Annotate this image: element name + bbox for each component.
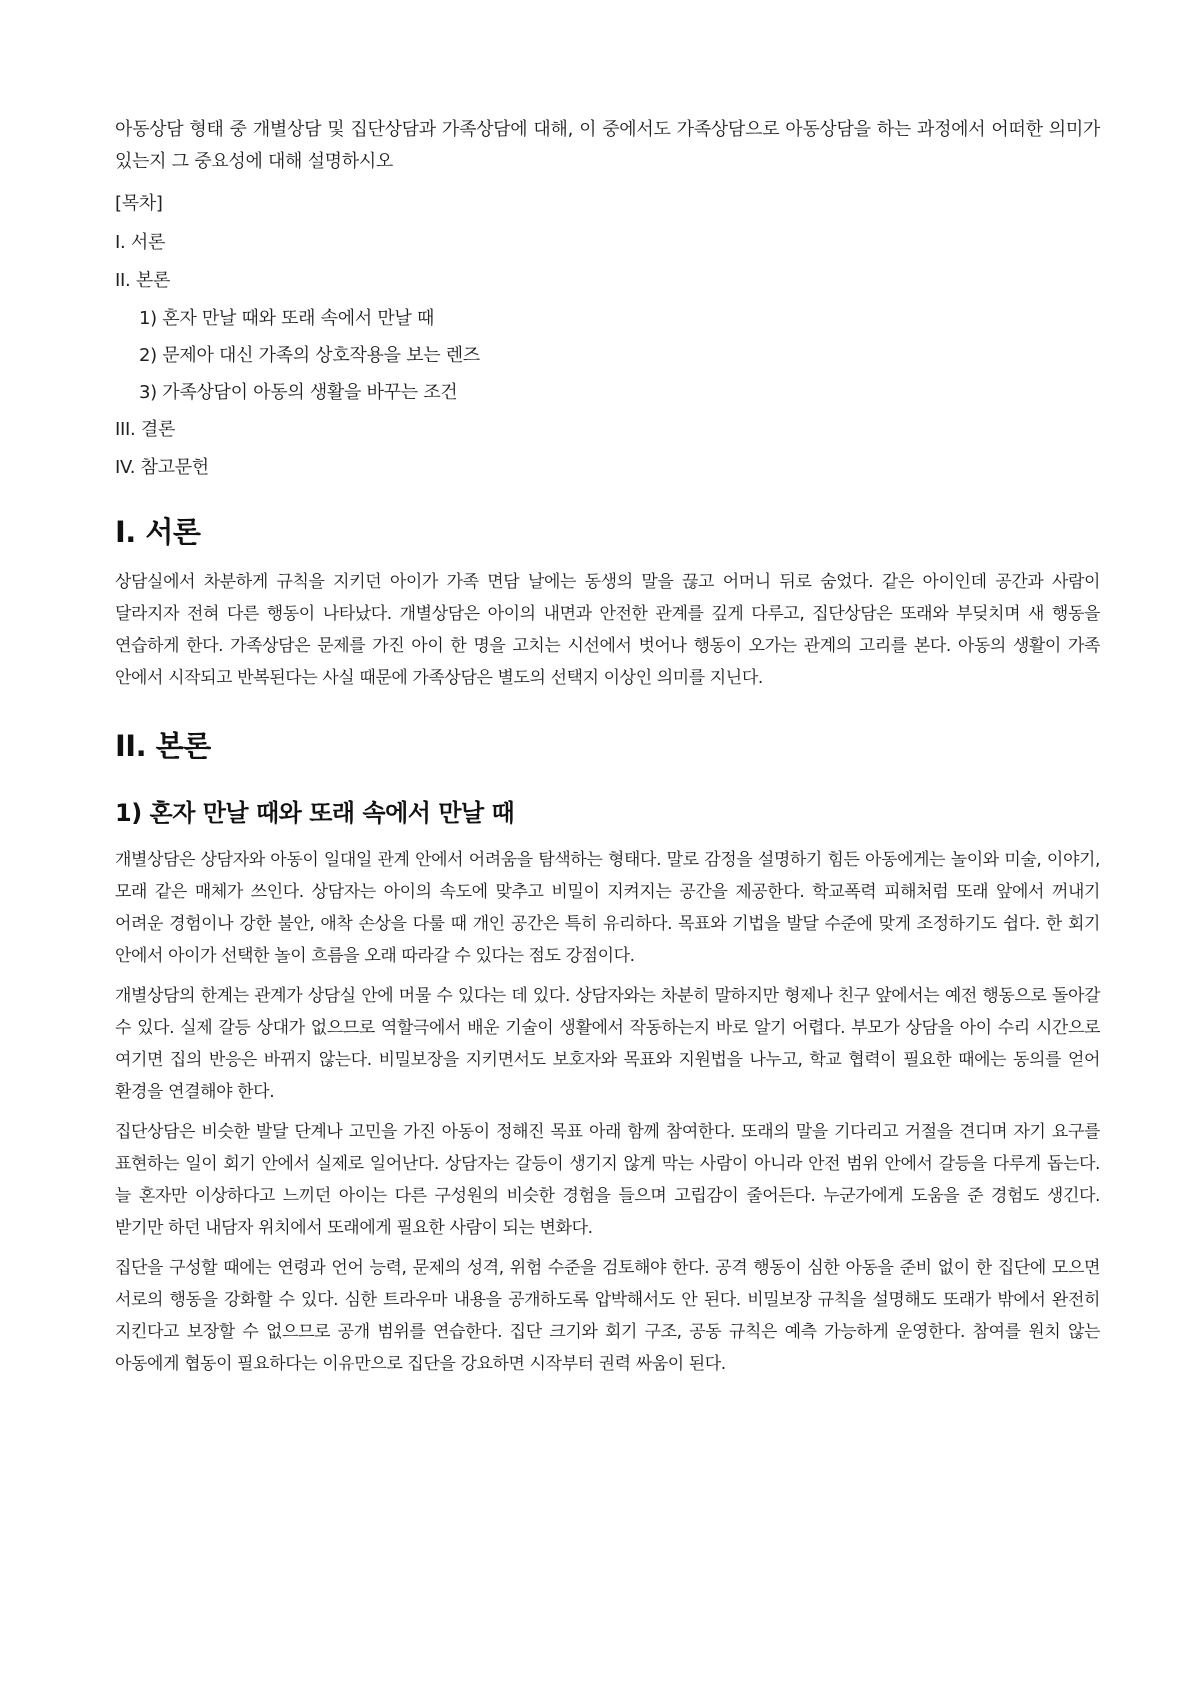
toc-title: [목차]	[115, 193, 163, 214]
toc-item-body-3: 3) 가족상담이 아동의 생활을 바꾸는 조건	[139, 382, 458, 403]
toc-item-body-2: 2) 문제아 대신 가족의 상호작용을 보는 렌즈	[139, 345, 480, 366]
assignment-prompt: 아동상담 형태 중 개별상담 및 집단상담과 가족상담에 대해, 이 중에서도 가족상담으로 아동상담을 하는 과정에서 어떠한 의미가 있는지 그 중요성에 대해 설명하시오	[115, 119, 1100, 172]
body-paragraph: 개별상담의 한계는 관계가 상담실 안에 머물 수 있다는 데 있다. 상담자와는 차분히 말하지만 형제나 친구 앞에서는 예전 행동으로 돌아갈 수 있다. 실제 갈등 상대가 없으므로 역할극에서 배운 기술이 생활에서 작동하는지 바로 알기 어렵다. 부모가 상담을 아이 수리 시간으로 여기면 집의 반응은 바뀌지 않는다. 비밀보장을 지키면서도 보호자와 목표와 지원법을 나누고, 학교 협력이 필요한 때에는 동의를 얻어 환경을 연결해야 한다.	[115, 986, 1100, 1102]
toc-item-body: II. 본론	[115, 270, 171, 291]
toc-item-body-1: 1) 혼자 만날 때와 또래 속에서 만날 때	[139, 308, 435, 329]
toc-item-intro: I. 서론	[115, 232, 166, 253]
body-paragraph: 개별상담은 상담자와 아동이 일대일 관계 안에서 어려움을 탐색하는 형태다. 말로 감정을 설명하기 힘든 아동에게는 놀이와 미술, 이야기, 모래 같은 매체가 쓰인다. 상담자는 아이의 속도에 맞추고 비밀이 지켜지는 공간을 제공한다. 학교폭력 피해처럼 또래 앞에서 꺼내기 어려운 경험이나 강한 불안, 애착 손상을 다룰 때 개인 공간은 특히 유리하다. 목표와 기법을 발달 수준에 맞게 조정하기도 쉽다. 한 회기 안에서 아이가 선택한 놀이 흐름을 오래 따라갈 수 있다는 점도 강점이다.	[115, 850, 1100, 966]
body-paragraph: 집단상담은 비슷한 발달 단계나 고민을 가진 아동이 정해진 목표 아래 함께 참여한다. 또래의 말을 기다리고 거절을 견디며 자기 요구를 표현하는 일이 회기 안에서 실제로 일어난다. 상담자는 갈등이 생기지 않게 막는 사람이 아니라 안전 범위 안에서 갈등을 다루게 돕는다. 늘 혼자만 이상하다고 느끼던 아이는 다른 구성원의 비슷한 경험을 들으며 고립감이 줄어든다. 누군가에게 도움을 준 경험도 생긴다. 받기만 하던 내담자 위치에서 또래에게 필요한 사람이 되는 변화다.	[115, 1122, 1100, 1238]
intro-paragraph: 상담실에서 차분하게 규칙을 지키던 아이가 가족 면담 날에는 동생의 말을 끊고 어머니 뒤로 숨었다. 같은 아이인데 공간과 사람이 달라지자 전혀 다른 행동이 나타났다. 개별상담은 아이의 내면과 안전한 관계를 깊게 다루고, 집단상담은 또래와 부딪치며 새 행동을 연습하게 한다. 가족상담은 문제를 가진 아이 한 명을 고치는 시선에서 벗어나 행동이 오가는 관계의 고리를 본다. 아동의 생활이 가족 안에서 시작되고 반복된다는 사실 때문에 가족상담은 별도의 선택지 이상인 의미를 지닌다.	[115, 572, 1100, 688]
toc-item-conclusion: III. 결론	[115, 419, 176, 440]
subsection-heading-1: 1) 혼자 만날 때와 또래 속에서 만날 때	[115, 799, 515, 827]
section-heading-intro: I. 서론	[115, 515, 201, 549]
toc-item-references: IV. 참고문헌	[115, 457, 209, 478]
body-paragraph: 집단을 구성할 때에는 연령과 언어 능력, 문제의 성격, 위험 수준을 검토해야 한다. 공격 행동이 심한 아동을 준비 없이 한 집단에 모으면 서로의 행동을 강화할 수 있다. 심한 트라우마 내용을 공개하도록 압박해서도 안 된다. 비밀보장 규칙을 설명해도 또래가 밖에서 완전히 지킨다고 보장할 수 없으므로 공개 범위를 연습한다. 집단 크기와 회기 구조, 공동 규칙은 예측 가능하게 운영한다. 참여를 원치 않는 아동에게 협동이 필요하다는 이유만으로 집단을 강요하면 시작부터 권력 싸움이 된다.	[115, 1258, 1100, 1374]
section-heading-body: II. 본론	[115, 729, 211, 763]
table-of-contents	[115, 192, 1100, 480]
